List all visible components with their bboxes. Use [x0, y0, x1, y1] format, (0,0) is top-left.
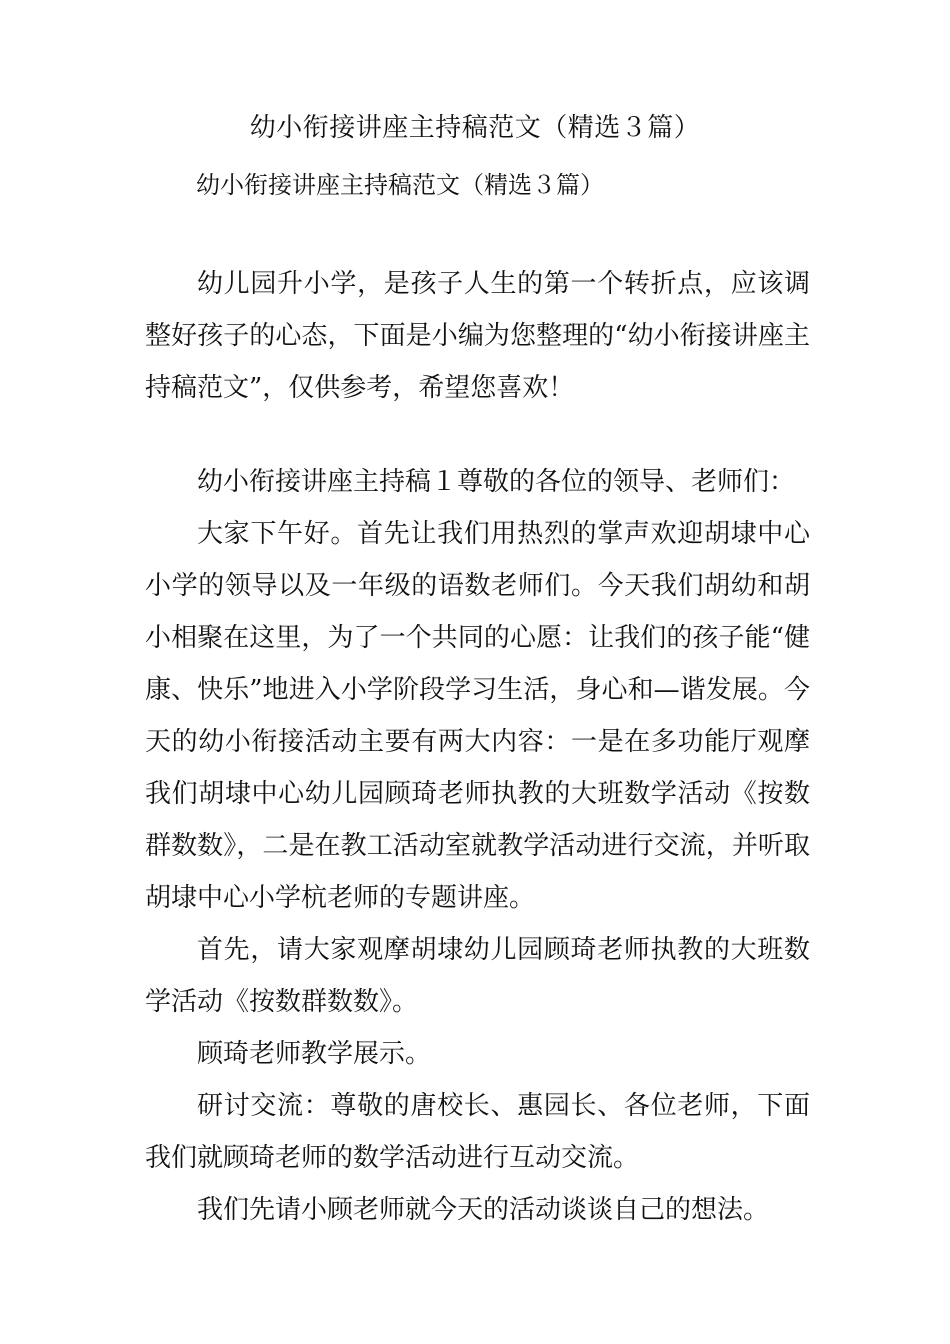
intro-section — [145, 258, 810, 414]
document-subtitle: 幼小衔接讲座主持稿范文（精选３篇） — [196, 171, 604, 199]
discussion-paragraph: 研讨交流：尊敬的唐校长、惠园长、各位老师，下面我们就顾琦老师的数学活动进行互动交流。 — [145, 1091, 810, 1173]
document-title: 幼小衔接讲座主持稿范文（精选３篇） — [249, 113, 701, 143]
main-section — [145, 456, 810, 1236]
salutation-paragraph: 幼小衔接讲座主持稿１尊敬的各位的领导、老师们： — [197, 467, 796, 497]
closing-paragraph: 我们先请小顾老师就今天的活动谈谈自己的想法。 — [197, 1195, 770, 1225]
welcome-paragraph: 大家下午好。首先让我们用热烈的掌声欢迎胡埭中心小学的领导以及一年级的语数老师们。今天我们胡幼和胡小相聚在这里，为了一个共同的心愿：让我们的孩子能“健康、快乐”地进入小学阶段学习生活，身心和—谐发展。今天的幼小衔接活动主要有两大内容：一是在多功能厅观摩我们胡埭中心幼儿园顾琦老师执教的大班数学活动《按数群数数》，二是在教工活动室就教学活动进行交流，并听取胡埭中心小学杭老师的专题讲座。 — [145, 519, 810, 913]
demonstration-paragraph: 顾琦老师教学展示。 — [197, 1039, 432, 1069]
intro-paragraph: 幼儿园升小学，是孩子人生的第一个转折点，应该调整好孩子的心态，下面是小编为您整理的“幼小衔接讲座主持稿范文”，仅供参考，希望您喜欢！ — [145, 269, 810, 403]
observation-paragraph: 首先，请大家观摩胡埭幼儿园顾琦老师执教的大班数学活动《按数群数数》。 — [145, 935, 810, 1017]
